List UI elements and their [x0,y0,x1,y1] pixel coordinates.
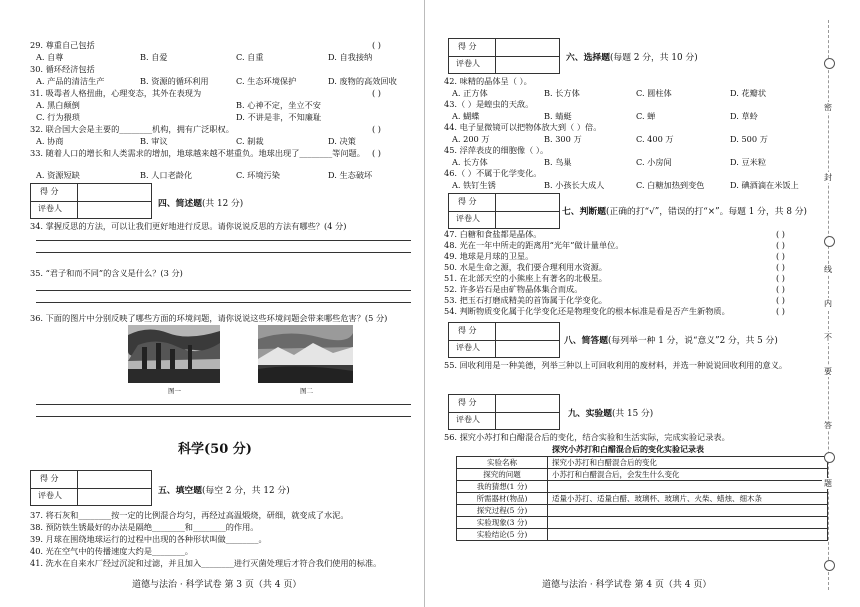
judge-48-paren: ( ) [776,240,785,250]
judge-47-paren: ( ) [776,229,785,239]
table-row [457,529,828,541]
q32-stem: 32. 联合国大会是主要的________机构，拥有广泛职权。 [30,124,234,134]
q42-stem: 42. 味精的晶体呈（ ）。 [444,76,532,86]
sec7-grader-label: 评卷人 [456,214,480,223]
table-row [457,481,828,493]
sec5-score-box [30,470,152,506]
table-row [457,493,828,505]
sec8-score-box [448,322,560,358]
q32-paren: ( ) [372,124,381,134]
judge-48: 48. 光在一年中所走的距离用“光年”做计量单位。 [444,240,624,250]
q56-stem: 56. 探究小苏打和白醋混合后的变化，结合实验和生活实际，完成实验记录表。 [444,432,730,442]
q29-opt-d: D. 自我接纳 [328,52,373,62]
q30-opt-b: B. 资源的循环利用 [140,76,209,86]
sec5-score-label: 得 分 [40,474,59,483]
answer-line [36,290,411,291]
sec6-score-label: 得 分 [458,42,477,51]
table-row [457,505,828,517]
binding-hole-icon [824,560,835,571]
q33-paren: ( ) [372,148,381,158]
q31-paren: ( ) [372,88,381,98]
judge-50: 50. 水是生命之源，我们要合理利用水资源。 [444,262,607,272]
q45-opt-a: A. 长方体 [452,157,488,167]
q29-opt-c: C. 自重 [236,52,264,62]
table-row [457,517,828,529]
q44-stem: 44. 电子显微镜可以把物体放大到（ ）倍。 [444,122,602,132]
q43-stem: 43.（ ）是蝗虫的天敌。 [444,99,534,109]
sec4-score-box [30,183,152,219]
judge-51: 51. 在北部天空的小熊座上有著名的北极星。 [444,273,607,283]
q30-opt-d: D. 废物的高效回收 [328,76,397,86]
page-footer: 道德与法治 · 科学试卷 第 3 页（共 4 页） [132,580,302,590]
table-cell: 所需器材(物品) [457,493,548,505]
q42-opt-d: D. 花瓣状 [730,88,767,98]
mountain-landscape-image [258,325,353,383]
judge-50-paren: ( ) [776,262,785,272]
q32-opt-a: A. 协商 [36,136,64,146]
q31-opt-d: D. 不讲是非，不知廉耻 [236,112,322,122]
q30-stem: 30. 循环经济包括 [30,64,95,74]
judge-52-paren: ( ) [776,284,785,294]
table-cell: 探究小苏打和白醋混合后的变化 [548,457,828,469]
table-cell: 实验结论(5 分) [457,529,548,541]
science-heading: 科学(50 分) [178,442,252,457]
q32-opt-c: C. 制裁 [236,136,264,146]
q46-stem: 46.（ ）不属于化学变化。 [444,168,542,178]
sec9-score-label: 得 分 [458,398,477,407]
table-cell: 探究的问题 [457,469,548,481]
table-cell: 实验现象(3 分) [457,517,548,529]
sec6-score-box [448,38,560,74]
q46-opt-b: B. 小孩长大成人 [544,180,605,190]
judge-52: 52. 许多岩石是由矿物晶体集合而成。 [444,284,583,294]
q34-stem: 34. 掌握反思的方法，可以让我们更好地进行反思。请你说说反思的方法有哪些？(4 分) [30,221,347,231]
table-cell[interactable] [548,505,828,517]
binding-char: 线 [824,265,832,274]
binding-char: 题 [824,479,832,488]
sec6-title: 六、选择题(每题 2 分，共 10 分) [566,53,698,63]
q42-opt-b: B. 长方体 [544,88,580,98]
sec4-score-label: 得 分 [40,187,59,196]
q36-stem: 36. 下面的图片中分别反映了哪些方面的环境问题，请你说说这些环境问题会带来哪些危害？(5 分) [30,313,388,323]
q44-opt-a: A. 200 万 [452,134,490,144]
answer-line [36,252,411,253]
q37-stem: 37. 将石灰和________按一定的比例混合均匀，再经过高温煅烧，研细，就变成了水泥。 [30,510,349,520]
figure-two-caption: 图二 [300,387,313,395]
q46-opt-d: D. 碘酒滴在米饭上 [730,180,799,190]
sec9-title: 九、实验题(共 15 分) [568,409,654,419]
q30-opt-a: A. 产品的清洁生产 [36,76,105,86]
sec7-score-label: 得 分 [458,197,477,206]
q46-opt-a: A. 铁钉生锈 [452,180,496,190]
table-cell: 我的猜想(1 分) [457,481,548,493]
sec9-grader-label: 评卷人 [456,415,480,424]
table-cell: 适量小苏打、适量白醋、玻璃杯、玻璃片、火柴、蜡烛、细木条 [548,493,828,505]
binding-char: 密 [824,103,832,112]
table-cell: 实验名称 [457,457,548,469]
sec4-grader-label: 评卷人 [38,204,62,213]
binding-hole-icon [824,236,835,247]
judge-53-paren: ( ) [776,295,785,305]
binding-hole-icon [824,58,835,69]
factory-smoke-image [128,325,220,383]
left-page [10,0,428,607]
q44-opt-b: B. 300 万 [544,134,582,144]
sec6-grader-label: 评卷人 [456,59,480,68]
q39-stem: 39. 月球在围绕地球运行的过程中出现的各种形状叫做________。 [30,534,267,544]
sec9-score-box [448,394,560,430]
q43-opt-a: A. 蝴蝶 [452,111,480,121]
binding-char: 答 [824,421,832,430]
sec7-score-box [448,193,560,229]
q44-opt-d: D. 500 万 [730,134,768,144]
answer-line [36,404,411,405]
record-table-title: 探究小苏打和白醋混合后的变化实验记录表 [552,444,704,454]
q33-opt-a: A. 资源短缺 [36,170,80,180]
judge-49: 49. 地球是月球的卫星。 [444,251,534,261]
judge-53: 53. 把玉石打磨成精美的首饰属于化学变化。 [444,295,607,305]
judge-51-paren: ( ) [776,273,785,283]
sec8-score-label: 得 分 [458,326,477,335]
table-cell[interactable] [548,529,828,541]
q55-stem: 55. 回收利用是一种美德，列举三种以上可回收利用的废材料，并选一种说说回收利用的意义。 [444,360,788,370]
q43-opt-c: C. 蝉 [636,111,656,121]
sec5-grader-label: 评卷人 [38,491,62,500]
sec8-title: 八、简答题(每列举一种 1 分，说“意义”2 分，共 5 分) [564,336,778,346]
right-page [430,0,848,607]
q33-stem: 33. 随着人口的增长和人类需求的增加，地球越来越不堪重负。地球出现了________等问题。 [30,148,365,158]
q33-opt-c: C. 环境污染 [236,170,280,180]
experiment-record-table [456,456,828,541]
q42-opt-a: A. 正方体 [452,88,488,98]
sec8-grader-label: 评卷人 [456,343,480,352]
q31-opt-c: C. 行为猥琐 [36,112,80,122]
q43-opt-d: D. 草蛉 [730,111,758,121]
q44-opt-c: C. 400 万 [636,134,674,144]
q35-stem: 35. “君子和而不同”的含义是什么？(3 分) [30,268,183,278]
judge-49-paren: ( ) [776,251,785,261]
q30-opt-c: C. 生态环境保护 [236,76,297,86]
q43-opt-b: B. 蜻蜓 [544,111,572,121]
binding-hole-icon [824,452,835,463]
q46-opt-c: C. 白糖加热到变色 [636,180,705,190]
page-footer: 道德与法治 · 科学试卷 第 4 页（共 4 页） [542,580,712,590]
table-cell[interactable] [548,517,828,529]
table-cell: 小苏打和白醋混合后，会发生什么变化 [548,469,828,481]
q29-opt-b: B. 自爱 [140,52,168,62]
q31-opt-b: B. 心神不定，坐立不安 [236,100,321,110]
sec5-title: 五、填空题(每空 2 分，共 12 分) [158,486,290,496]
judge-54: 54. 判断物质变化属于化学变化还是物理变化的根本标准是看是否产生新物质。 [444,306,730,316]
q41-stem: 41. 洗水在自来水厂经过沉淀和过滤，并且加入________进行灭菌处理后才符合我们使用的标准。 [30,558,382,568]
q31-stem: 31. 吸毒者人格扭曲，心理变态，其外在表现为 [30,88,202,98]
binding-char: 不 [824,333,832,342]
table-cell[interactable] [548,481,828,493]
q45-opt-c: C. 小房间 [636,157,672,167]
figure-one-caption: 图一 [168,387,181,395]
table-cell: 探究过程(5 分) [457,505,548,517]
q29-opt-a: A. 自尊 [36,52,64,62]
q31-opt-a: A. 黑白颠倒 [36,100,80,110]
q45-opt-b: B. 鸟巢 [544,157,572,167]
q45-opt-d: D. 豆米粒 [730,157,767,167]
table-row [457,469,828,481]
sec7-title: 七、判断题(正确的打“√”，错误的打“×”。每题 1 分，共 8 分) [562,207,807,217]
answer-line [36,240,411,241]
judge-54-paren: ( ) [776,306,785,316]
q32-opt-b: B. 审议 [140,136,168,146]
q42-opt-c: C. 圆柱体 [636,88,672,98]
q32-opt-d: D. 决策 [328,136,356,146]
answer-line [36,416,411,417]
table-row [457,457,828,469]
q33-opt-d: D. 生态破坏 [328,170,373,180]
q40-stem: 40. 光在空气中的传播速度大约是________。 [30,546,193,556]
q38-stem: 38. 预防铁生锈最好的办法是隔绝________和________的作用。 [30,522,259,532]
binding-margin [812,0,860,607]
q29-stem: 29. 尊重自己包括 [30,40,95,50]
judge-47: 47. 白糖和食盐都是晶体。 [444,229,542,239]
q33-opt-b: B. 人口老龄化 [140,170,193,180]
binding-char: 要 [824,367,832,376]
q45-stem: 45. 浮萍表皮的细胞像（ ）。 [444,145,549,155]
sec4-title: 四、简述题(共 12 分) [158,199,244,209]
binding-char: 封 [824,173,832,182]
q29-paren: ( ) [372,40,381,50]
answer-line [36,302,411,303]
binding-char: 内 [824,299,832,308]
